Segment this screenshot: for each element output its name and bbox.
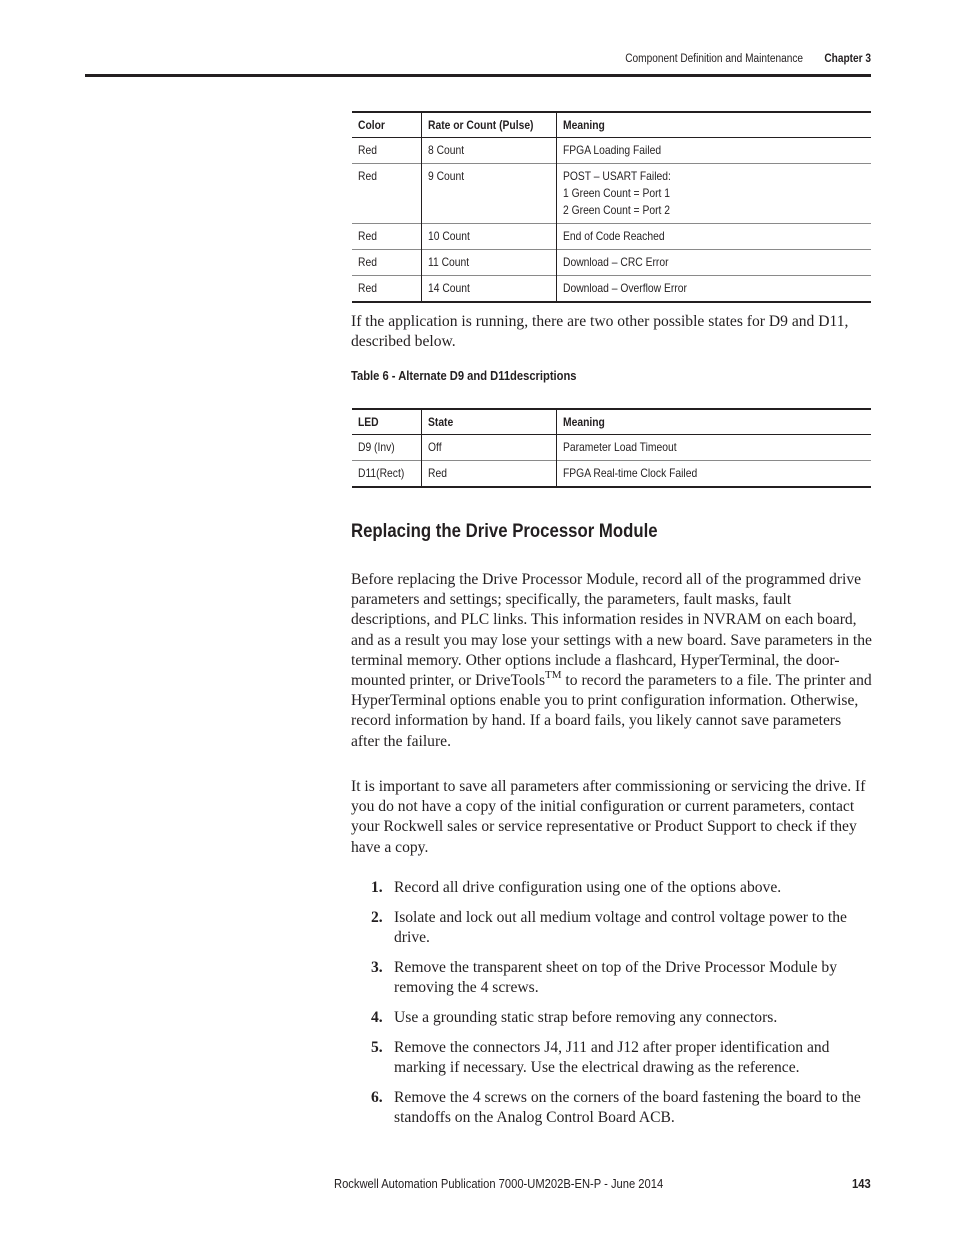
column-header-state: State — [421, 409, 556, 435]
list-item — [351, 958, 873, 998]
cell-rate: 14 Count — [421, 276, 557, 303]
intro-paragraph: If the application is running, there are two other possible states for D9 and D11, described below. — [351, 313, 849, 351]
cell-meaning: Download – CRC Error — [557, 250, 871, 276]
table-row — [352, 435, 871, 461]
table-row — [352, 461, 871, 488]
list-item — [351, 908, 873, 948]
list-item — [351, 1038, 873, 1078]
column-header-meaning: Meaning — [556, 409, 871, 435]
table-header-row — [352, 112, 871, 138]
table-caption: Table 6 - Alternate D9 and D11descriptions — [351, 368, 577, 383]
cell-color: Red — [352, 250, 421, 276]
step-number: 5. — [371, 1038, 383, 1056]
step-number: 1. — [371, 879, 383, 896]
cell-color: Red — [352, 138, 421, 164]
column-header-color: Color — [352, 112, 421, 138]
table-header-row — [352, 409, 871, 435]
cell-color: Red — [352, 224, 421, 250]
cell-rate: 9 Count — [421, 164, 557, 224]
cell-color: Red — [352, 164, 421, 224]
step-text: Record all drive configuration using one of the options above. — [394, 879, 782, 896]
page-header — [85, 0, 871, 78]
cell-meaning: FPGA Real-time Clock Failed — [556, 461, 871, 488]
cell-led: D9 (Inv) — [352, 435, 421, 461]
header-rule — [85, 74, 871, 77]
body-paragraph — [351, 570, 873, 752]
table-row — [352, 250, 871, 276]
step-text: Use a grounding static strap before removing any connectors. — [394, 1008, 778, 1026]
footer-page-number: 143 — [852, 1176, 871, 1191]
section-heading: Replacing the Drive Processor Module — [351, 520, 658, 542]
cell-meaning: End of Code Reached — [557, 224, 871, 250]
column-header-led: LED — [352, 409, 421, 435]
cell-meaning: Parameter Load Timeout — [556, 435, 871, 461]
step-text: Remove the 4 screws on the corners of the board fastening the board to the standoffs on the Analog Control Board ACB. — [394, 1088, 861, 1126]
cell-rate: 10 Count — [421, 224, 557, 250]
header-chapter-label: Chapter 3 — [824, 53, 871, 65]
led-flash-codes-table — [352, 111, 871, 303]
cell-meaning: POST – USART Failed: 1 Green Count = Port 1 2 Green Count = Port 2 — [557, 164, 871, 224]
footer-publication: Rockwell Automation Publication 7000-UM202B-EN-P - June 2014 — [334, 1176, 664, 1191]
step-number: 3. — [371, 958, 383, 976]
step-text: Remove the connectors J4, J11 and J12 after proper identification and marking if necessary. Use the electrical drawing as the reference. — [394, 1038, 830, 1076]
column-header-meaning: Meaning — [557, 112, 871, 138]
step-number: 6. — [371, 1088, 383, 1106]
body-paragraph-part: to record the parameters to a file. The printer and HyperTerminal options enable you to print configuration information. Otherwise, record information by hand. If a board fails, you likely cannot save parameters after the failure. — [351, 672, 872, 750]
step-text: Remove the transparent sheet on top of the Drive Processor Module by removing the 4 screws. — [394, 958, 838, 996]
cell-meaning: Download – Overflow Error — [557, 276, 871, 303]
table-row — [352, 164, 871, 224]
cell-meaning: FPGA Loading Failed — [557, 138, 871, 164]
step-text: Isolate and lock out all medium voltage and control voltage power to the drive. — [394, 908, 847, 946]
cell-state: Off — [421, 435, 556, 461]
table-row — [352, 276, 871, 303]
table-row — [352, 138, 871, 164]
header-section-title: Component Definition and Maintenance — [625, 53, 803, 65]
step-number: 2. — [371, 908, 383, 926]
trademark-superscript: TM — [545, 669, 562, 682]
table-row — [352, 224, 871, 250]
cell-state: Red — [421, 461, 556, 488]
cell-rate: 11 Count — [421, 250, 557, 276]
cell-color: Red — [352, 276, 421, 303]
cell-rate: 8 Count — [421, 138, 557, 164]
column-header-rate: Rate or Count (Pulse) — [421, 112, 557, 138]
alternate-led-states-table — [352, 408, 871, 488]
list-item — [351, 878, 873, 898]
step-number: 4. — [371, 1008, 383, 1026]
list-item — [351, 1008, 873, 1028]
body-paragraph: It is important to save all parameters after commissioning or servicing the drive. If you do not have a copy of the initial configuration or current parameters, contact your Rockwell sales or service representative or Product Support to check if they have a copy. — [351, 778, 866, 856]
procedure-steps — [351, 878, 873, 1138]
list-item — [351, 1088, 873, 1128]
body-paragraph-part: Before replacing the Drive Processor Module, record all of the programmed drive parameters and settings; specifically, the parameters, fault masks, fault descriptions, and PLC links. This information resides in NVRAM on each board, and as a result you may lose your settings with a new board. Save parameters in the terminal memory. Other options include a flashcard, HyperTerminal, the door-mounted printer, or DriveTools — [351, 571, 872, 690]
cell-led: D11(Rect) — [352, 461, 421, 488]
